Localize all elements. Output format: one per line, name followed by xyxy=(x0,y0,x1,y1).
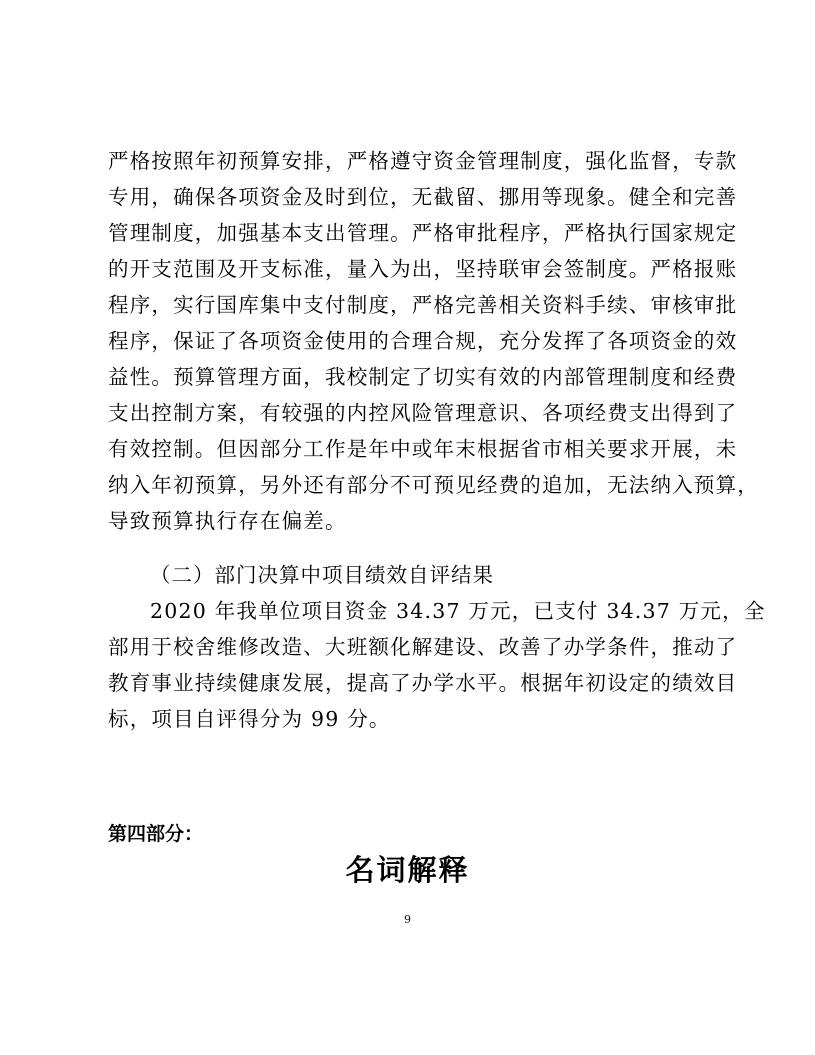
body-line-5: 程序，实行国库集中支付制度，严格完善相关资料手续、审核审批 xyxy=(108,293,738,317)
result-line-2: 部用于校舍维修改造、大班额化解建设、改善了办学条件，推动了 xyxy=(108,635,738,659)
body-line-3: 管理制度，加强基本支出管理。严格审批程序，严格执行国家规定 xyxy=(108,221,738,245)
result-line-4: 标，项目自评得分为 99 分。 xyxy=(108,707,391,731)
part-label: 第四部分： xyxy=(108,823,204,845)
body-line-7: 益性。预算管理方面，我校制定了切实有效的内部管理制度和经费 xyxy=(108,365,738,389)
body-line-10: 纳入年初预算，另外还有部分不可预见经费的追加，无法纳入预算， xyxy=(108,473,759,497)
result-line-1: 2020 年我单位项目资金 34.37 万元，已支付 34.37 万元，全 xyxy=(150,599,766,623)
body-line-4: 的开支范围及开支标准，量入为出，坚持联审会签制度。严格报账 xyxy=(108,257,738,281)
body-line-2: 专用，确保各项资金及时到位，无截留、挪用等现象。健全和完善 xyxy=(108,185,738,209)
subsection-heading: （二）部门决算中项目绩效自评结果 xyxy=(150,563,494,587)
page-number: 9 xyxy=(404,913,411,926)
body-line-9: 有效控制。但因部分工作是年中或年末根据省市相关要求开展，未 xyxy=(108,437,738,461)
body-line-11: 导致预算执行存在偏差。 xyxy=(108,509,347,533)
section-title: 名词解释 xyxy=(345,853,470,887)
result-line-3: 教育事业持续健康发展，提高了办学水平。根据年初设定的绩效目 xyxy=(108,671,738,695)
body-line-6: 程序，保证了各项资金使用的合理合规，充分发挥了各项资金的效 xyxy=(108,329,738,353)
body-line-8: 支出控制方案，有较强的内控风险管理意识、各项经费支出得到了 xyxy=(108,401,738,425)
body-line-1: 严格按照年初预算安排，严格遵守资金管理制度，强化监督，专款 xyxy=(108,149,738,173)
